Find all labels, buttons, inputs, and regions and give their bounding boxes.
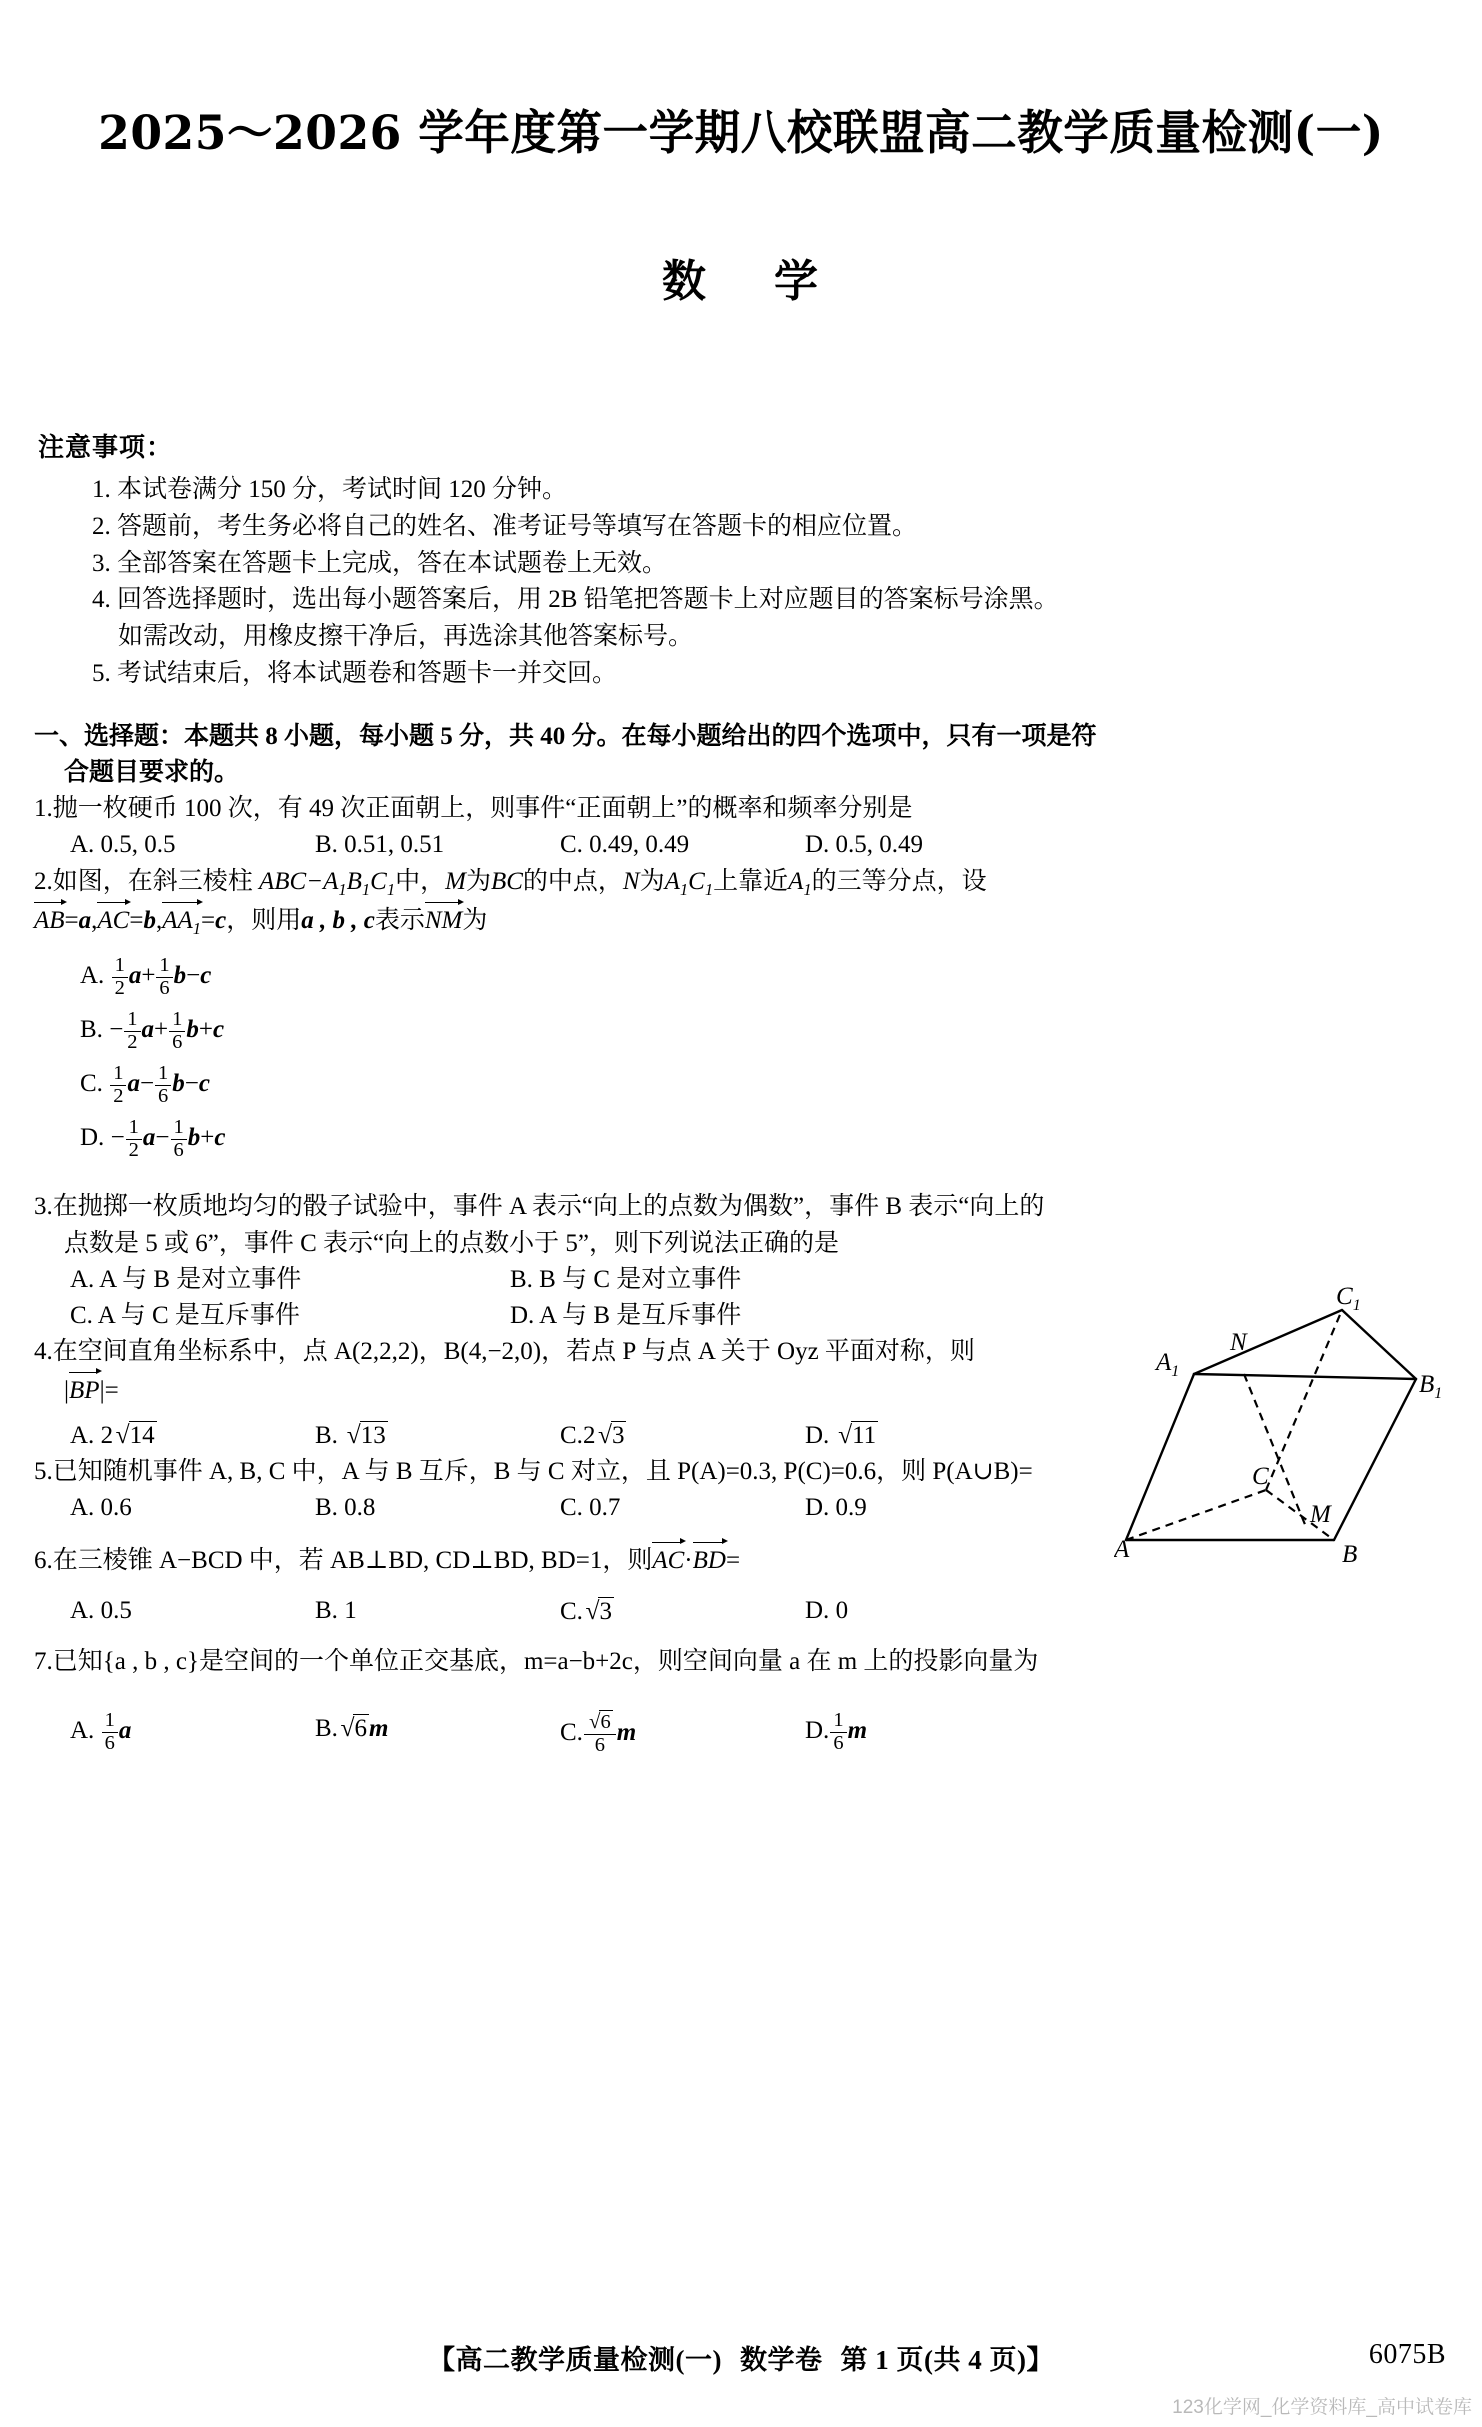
option-d[interactable]: D. 0.9 (805, 1494, 867, 1522)
section-heading (34, 719, 1448, 792)
vec-a: a (118, 1717, 132, 1745)
vec-a: a (128, 962, 142, 990)
q2-eq: = (201, 907, 216, 935)
question-7 (34, 1644, 1448, 1757)
question-5-stem (34, 1454, 1448, 1490)
question-6-stem (34, 1541, 1448, 1579)
vector-aa1 (162, 901, 201, 941)
exam-title: 2025～2026 学年度第一学期八校联盟高二教学质量检测(一) (98, 106, 1384, 161)
q2-prism-c: C (370, 867, 387, 895)
subject-char-1: 数 (662, 257, 708, 306)
q2-sub: 1 (803, 879, 812, 899)
dot-product-operator: · (684, 1546, 693, 1574)
q2-prism-abc: ABC−A (259, 867, 339, 895)
question-2-number: 2. (34, 867, 53, 895)
q6-equals: = (725, 1546, 741, 1574)
question-6-options (34, 1593, 1448, 1630)
option-a[interactable]: A. 2√14 (70, 1417, 315, 1454)
question-7-stem (34, 1644, 1448, 1680)
vec-a: a (141, 1016, 155, 1044)
q2-sub: 1 (704, 879, 714, 899)
notice-item: 5. 考试结束后，将本试题卷和答题卡一并交回。 (92, 659, 618, 687)
footer-exam-name: 高二教学质量检测(一) (455, 2345, 722, 2375)
paper-code: 6075B (1368, 2339, 1446, 2370)
question-2 (34, 864, 1448, 1166)
vector-ac (652, 1541, 684, 1579)
sqrt-icon: √6 (588, 1709, 611, 1734)
q2-vec-ab-label: AB (34, 907, 65, 935)
q2-vec-ac-label: AC (97, 907, 130, 935)
option-c[interactable]: C. 0.7 (560, 1494, 621, 1522)
q2-point-m: M (445, 867, 466, 895)
vec-b: b (187, 1124, 201, 1152)
notice-item: 2. 答题前，考生务必将自己的姓名、准考证号等填写在答题卡的相应位置。 (92, 512, 918, 540)
question-2-stem (34, 864, 1448, 902)
option-b[interactable]: B. B 与 C 是对立事件 (510, 1265, 742, 1293)
label-C1: $C_1$ (1336, 1283, 1361, 1314)
notice-title: 注意事项： (38, 433, 174, 462)
vec-a: a (142, 1124, 156, 1152)
vector-nm (425, 901, 463, 939)
question-3-options-row2 (34, 1298, 1448, 1334)
q2-text-tail2: 表示 (374, 907, 425, 935)
label-A1: $A_1$ (1156, 1349, 1180, 1380)
op: + (200, 1124, 215, 1152)
q2-seg-a1c1 (664, 867, 714, 899)
q2-text-c: 为 (465, 867, 491, 895)
question-4-stem (34, 1334, 1448, 1409)
sqrt-icon: √11 (838, 1419, 877, 1449)
question-4-line1: 在空间直角坐标系中，点 A(2,2,2)，B(4,−2,0)，若点 P 与点 A 关于 Oyz 平面对称，则 (52, 1338, 975, 1366)
label-A: A (1114, 1536, 1130, 1563)
vec-m: m (847, 1717, 868, 1745)
option-b[interactable] (80, 1003, 1448, 1057)
footer-page-number: 第 1 页(共 4 页) (840, 2345, 1027, 2375)
op: + (198, 1016, 214, 1044)
footer-bracket-close: 】 (1026, 2345, 1054, 2375)
q2-a1-letter: A (788, 867, 804, 895)
notice-item: 3. 全部答案在答题卡上完成，答在本试题卷上无效。 (92, 549, 668, 577)
notice-item-continuation: 如需改动，用橡皮擦干净后，再选涂其他答案标号。 (118, 623, 694, 650)
op: + (141, 962, 156, 990)
option-b[interactable]: B. 0.51, 0.51 (315, 831, 445, 859)
question-1 (34, 791, 1448, 864)
q2-text-b: 中， (395, 867, 446, 895)
sqrt-icon: √3 (597, 1419, 625, 1449)
question-2-stem-line2: AB=a, AC=b, $AA_1=c$，则用a , b , c表示 NM为 (34, 901, 1448, 941)
option-c-label: C. (80, 1070, 103, 1098)
label-M: M (1310, 1501, 1331, 1528)
option-b[interactable]: B. √13 (315, 1417, 560, 1454)
vec-m: m (368, 1715, 389, 1743)
option-d[interactable] (80, 1111, 1448, 1165)
op: − (139, 1070, 155, 1098)
option-a[interactable]: A. 0.5 (70, 1596, 132, 1624)
q2-text-d: 的中点， (522, 867, 623, 895)
q6-vec-bd-label: BD (692, 1546, 726, 1574)
option-b[interactable]: B.√6m (315, 1710, 560, 1756)
q4-equals: = (104, 1376, 119, 1404)
question-4 (34, 1334, 1448, 1454)
section-label: 一、选择题： (34, 722, 185, 750)
option-a[interactable]: A. 0.6 (70, 1494, 132, 1522)
question-4-options (34, 1417, 1448, 1454)
question-6-number: 6. (34, 1546, 53, 1574)
option-a[interactable]: A. $\frac{1}{6}$ a (70, 1709, 132, 1755)
q2-eq: = (129, 907, 144, 935)
question-7-number: 7. (34, 1648, 53, 1676)
fraction-one-half: $\frac{1}{2}$ (124, 1009, 140, 1053)
page-footer (0, 2338, 1482, 2377)
q2-prism-label (259, 867, 396, 899)
notice-list (34, 472, 1448, 693)
sqrt-icon: √13 (346, 1419, 386, 1449)
option-c[interactable]: C.√3 (560, 1593, 805, 1630)
vec-b: b (172, 1070, 185, 1098)
question-1-number: 1. (34, 795, 53, 822)
question-2-options (34, 949, 1448, 1165)
footer-subject: 数学卷 (740, 2345, 823, 2375)
notice-block (34, 427, 1448, 693)
q2-vec-nm-label: NM (424, 907, 463, 935)
fraction-one-sixth: $\frac{1}{6}$ (169, 1009, 185, 1053)
option-c[interactable] (80, 1057, 1448, 1111)
q2-vec-a: a (78, 907, 92, 935)
option-d[interactable]: D. A 与 B 是互斥事件 (510, 1302, 742, 1330)
q6-vec-ac-label: AC (652, 1546, 685, 1574)
op: + (154, 1016, 169, 1044)
vec-c: c (214, 1124, 226, 1152)
question-5-options (34, 1490, 1448, 1526)
q2-point-n: N (622, 867, 640, 895)
sqrt-icon: √6 (340, 1713, 367, 1743)
option-b-label: B. (80, 1016, 103, 1044)
q2-text-e: 为 (639, 867, 665, 895)
watermark: 123化学网_化学资料库_高中试卷库 (1172, 2397, 1472, 2418)
vector-bd (693, 1541, 726, 1579)
option-c[interactable]: C.2√3 (560, 1417, 805, 1454)
question-5 (34, 1454, 1448, 1527)
q2-vec-c: c (215, 907, 227, 935)
label-C: C (1252, 1463, 1269, 1490)
label-B: B (1342, 1541, 1358, 1568)
sqrt-icon: √14 (115, 1419, 155, 1449)
option-c[interactable]: C. A 与 C 是互斥事件 (70, 1302, 300, 1330)
option-c[interactable]: C. $\frac{√6}{6}$ m (560, 1709, 637, 1757)
op: − (155, 1124, 170, 1152)
question-6 (34, 1541, 1448, 1631)
question-3-options-row1 (34, 1262, 1448, 1298)
notice-item: 4. 回答选择题时，选出每小题答案后，用 2B 铅笔把答题卡上对应题目的答案标号涂黑。 (92, 586, 1059, 614)
q2-sub: 1 (386, 879, 396, 899)
q2-seg-bc: BC (490, 867, 523, 895)
question-7-options (34, 1710, 1448, 1756)
q2-sub: 1 (361, 879, 371, 899)
q2-sub: 1 (338, 879, 347, 899)
fraction-one-sixth: $\frac{1}{6}$ (830, 1710, 846, 1754)
notice-item: 1. 本试卷满分 150 分，考试时间 120 分钟。 (92, 476, 568, 503)
q2-vec-b: b (143, 907, 156, 935)
question-1-options (34, 827, 1448, 863)
option-d[interactable]: D. 0.5, 0.49 (805, 831, 924, 859)
q2-prism-b: B (346, 867, 362, 895)
question-5-number: 5. (34, 1458, 53, 1486)
question-3-line1: 在抛掷一枚质地均匀的骰子试验中，事件 A 表示“向上的点数为偶数”，事件 B 表示“向上的 (52, 1193, 1045, 1221)
section-desc-line2: 合题目要求的。 (64, 758, 240, 786)
option-b[interactable]: B. 1 (315, 1596, 357, 1624)
q2-text-a: 如图，在斜三棱柱 (52, 867, 253, 895)
label-B1: $B_1$ (1419, 1371, 1443, 1402)
vector-ac (97, 901, 129, 939)
vec-b: b (186, 1016, 199, 1044)
q2-c-letter: C (688, 867, 705, 895)
option-b[interactable]: B. 0.8 (315, 1494, 376, 1522)
fraction-one-sixth: $\frac{1}{6}$ (156, 955, 172, 999)
q2-a-letter: A (664, 867, 680, 895)
question-5-text: 已知随机事件 A, B, C 中，A 与 B 互斥，B 与 C 对立，且 P(A)=0.3, P(C)=0.6，则 P(A∪B)= (52, 1458, 1033, 1486)
vec-c: c (213, 1016, 225, 1044)
question-1-stem (34, 791, 1448, 827)
q2-sub: 1 (192, 919, 202, 939)
subject-heading (34, 245, 1448, 309)
leading-minus: − (110, 1124, 125, 1152)
q2-basis-abc: a , b , c (301, 907, 375, 935)
option-a[interactable] (80, 949, 1448, 1003)
footer-bracket-open: 【 (428, 2345, 456, 2375)
vector-bp (69, 1371, 100, 1409)
leading-minus: − (109, 1016, 124, 1044)
op: − (186, 962, 201, 990)
q2-text-g: 的三等分点，设 (811, 867, 987, 895)
question-3 (34, 1189, 1448, 1334)
label-N: N (1230, 1329, 1247, 1356)
option-a[interactable]: A. A 与 B 是对立事件 (70, 1265, 302, 1293)
q2-eq: = (64, 907, 79, 935)
question-3-stem (34, 1189, 1448, 1262)
question-3-line2: 点数是 5 或 6”，事件 C 表示“向上的点数小于 5”，则下列说法正确的是 (64, 1229, 839, 1257)
fraction-one-sixth: $\frac{1}{6}$ (155, 1063, 171, 1107)
q2-text-tail3: 为 (462, 907, 488, 935)
question-3-number: 3. (34, 1193, 53, 1221)
q2-vec-aa1-label: AA (162, 907, 193, 935)
sqrt-icon: √3 (585, 1595, 612, 1625)
q2-sub: 1 (679, 879, 689, 899)
question-1-text: 抛一枚硬币 100 次，有 49 次正面朝上，则事件“正面朝上”的概率和频率分别是 (52, 795, 913, 822)
option-a-label: A. (80, 962, 105, 990)
question-7-text: 已知{a , b , c}是空间的一个单位正交基底，m=a−b+2c，则空间向量 a 在 m 上的投影向量为 (52, 1648, 1039, 1676)
question-4-line2: | BP|= (34, 1371, 1448, 1409)
subject-char-2: 学 (774, 257, 820, 306)
vec-a: a (127, 1070, 140, 1098)
fraction-sqrt6-over-6: $\frac{√6}{6}$ (584, 1710, 616, 1756)
fraction-one-half: $\frac{1}{2}$ (110, 1063, 126, 1107)
option-d[interactable]: D. 0 (805, 1596, 849, 1624)
fraction-one-sixth: $\frac{1}{6}$ (102, 1710, 118, 1754)
question-4-number: 4. (34, 1338, 53, 1366)
option-c[interactable]: C. 0.49, 0.49 (560, 831, 690, 859)
question-6-text: 在三棱锥 A−BCD 中，若 AB⊥BD, CD⊥BD, BD=1，则 (52, 1546, 653, 1574)
fraction-one-half: $\frac{1}{2}$ (126, 1117, 142, 1161)
fraction-one-sixth: $\frac{1}{6}$ (171, 1117, 187, 1161)
section-desc-line1: 本题共 8 小题，每小题 5 分，共 40 分。在每小题给出的四个选项中，只有一项是符 (184, 722, 1097, 750)
option-d-label: D. (80, 1124, 105, 1152)
q2-text-f: 上靠近 (713, 867, 789, 895)
option-d[interactable]: D. $\frac{1}{6}$ m (805, 1709, 868, 1755)
vec-m: m (616, 1719, 637, 1747)
option-d[interactable]: D. √11 (805, 1417, 878, 1454)
vec-c: c (200, 962, 212, 990)
fraction-one-half: $\frac{1}{2}$ (112, 955, 128, 999)
vec-c: c (198, 1070, 211, 1098)
vector-ab (34, 901, 65, 939)
q2-point-a1 (788, 867, 812, 899)
q2-text-tail: ，则用 (226, 907, 302, 935)
exam-page (0, 96, 1482, 2427)
op: − (184, 1070, 199, 1098)
option-a[interactable]: A. 0.5, 0.5 (70, 831, 176, 859)
vec-b: b (173, 962, 187, 990)
q4-vec-bp-label: BP (69, 1376, 100, 1404)
